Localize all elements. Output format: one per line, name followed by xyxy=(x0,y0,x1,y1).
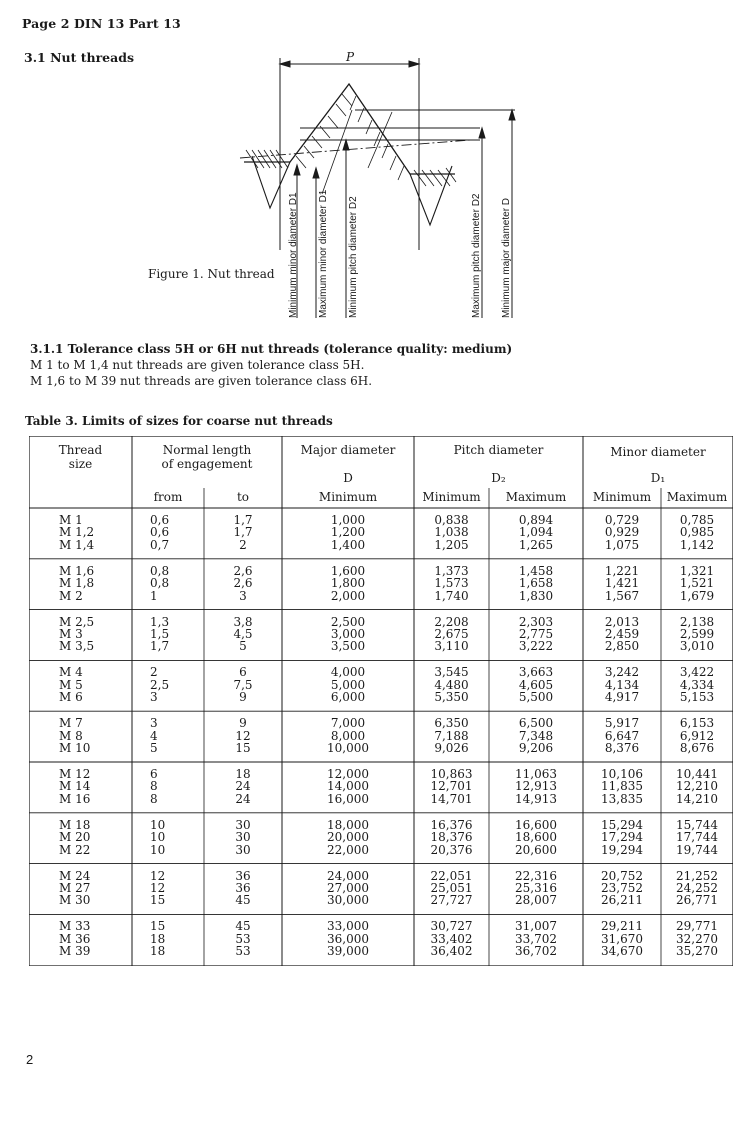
major-min-cell: 14,000 xyxy=(327,779,369,794)
pitch-min-cell: 20,376 xyxy=(430,842,473,857)
minor-min-cell: 5,917 xyxy=(604,716,640,731)
tolerance-paragraph xyxy=(30,341,512,389)
minor-min-cell: 15,294 xyxy=(601,817,643,832)
pitch-max-cell: 7,348 xyxy=(518,728,554,743)
header-pitch-diameter: Pitch diameter xyxy=(453,443,544,457)
paragraph-title: 3.1.1 Tolerance class 5H or 6H nut threads (tolerance quality: medium) xyxy=(30,342,513,356)
to-cell: 15 xyxy=(235,741,251,755)
page-header: Page 2 DIN 13 Part 13 xyxy=(22,16,181,31)
major-min-cell: 1,600 xyxy=(330,563,366,578)
to-cell: 2 xyxy=(239,537,247,552)
to-cell: 9 xyxy=(239,690,247,705)
minor-max-cell: 1,142 xyxy=(679,537,715,552)
from-cell: 1 xyxy=(150,588,158,603)
header-minor-symbol: D₁ xyxy=(650,471,666,485)
to-cell: 53 xyxy=(235,931,251,946)
to-cell: 4,5 xyxy=(233,627,253,641)
to-cell: 5 xyxy=(239,639,247,654)
pitch-min-cell: 10,863 xyxy=(430,767,473,781)
pitch-min-cell: 36,402 xyxy=(430,944,473,959)
header-minimum: Minimum xyxy=(592,490,652,504)
minor-max-cell: 8,676 xyxy=(679,741,715,755)
pitch-max-cell: 3,222 xyxy=(518,639,554,654)
table-caption: Table 3. Limits of sizes for coarse nut threads xyxy=(25,414,333,428)
minor-max-cell: 24,252 xyxy=(676,881,718,895)
to-cell: 36 xyxy=(235,881,251,895)
pitch-max-cell: 1,265 xyxy=(518,537,554,552)
minor-min-cell: 0,929 xyxy=(604,525,640,540)
minor-min-cell: 10,106 xyxy=(601,767,643,781)
thread-size-cell: M 3,5 xyxy=(59,639,95,654)
major-min-cell: 7,000 xyxy=(330,716,366,731)
from-cell: 18 xyxy=(150,931,166,946)
to-cell: 6 xyxy=(239,665,247,680)
from-cell: 2 xyxy=(150,665,158,680)
pitch-max-cell: 9,206 xyxy=(518,741,554,755)
to-cell: 45 xyxy=(235,919,251,934)
minor-max-cell: 4,334 xyxy=(679,677,715,692)
to-cell: 18 xyxy=(235,767,251,781)
from-cell: 1,7 xyxy=(150,639,170,654)
pitch-min-cell: 27,727 xyxy=(430,893,473,908)
thread-size-cell: M 1 xyxy=(59,513,83,527)
paragraph-line-1: M 1 to M 1,4 nut threads are given tolerance class 5H. xyxy=(30,358,365,372)
pitch-max-cell: 0,894 xyxy=(518,513,554,527)
from-cell: 8 xyxy=(150,779,158,794)
pitch-min-cell: 3,545 xyxy=(434,665,469,680)
header-minimum: Minimum xyxy=(318,490,378,504)
minor-min-cell: 6,647 xyxy=(604,728,640,743)
pitch-min-cell: 2,208 xyxy=(434,614,469,629)
header-engagement: Normal length xyxy=(162,443,252,457)
minor-max-cell: 0,785 xyxy=(679,513,715,527)
from-cell: 4 xyxy=(150,728,158,743)
minor-min-cell: 26,211 xyxy=(601,893,643,908)
from-cell: 6 xyxy=(150,767,158,781)
thread-size-cell: M 36 xyxy=(59,931,91,946)
major-min-cell: 12,000 xyxy=(327,767,369,781)
minor-min-cell: 2,013 xyxy=(604,614,640,629)
major-min-cell: 22,000 xyxy=(327,842,369,857)
section-title: 3.1 Nut threads xyxy=(24,50,135,65)
major-min-cell: 3,500 xyxy=(330,639,366,654)
header-thread-size: size xyxy=(68,457,93,471)
from-cell: 2,5 xyxy=(150,677,170,692)
pitch-max-cell: 1,658 xyxy=(518,576,554,591)
to-cell: 24 xyxy=(235,791,251,806)
to-cell: 9 xyxy=(239,716,247,731)
thread-size-cell: M 1,4 xyxy=(59,537,95,552)
thread-size-cell: M 3 xyxy=(59,627,83,641)
major-min-cell: 20,000 xyxy=(327,830,369,845)
minor-max-cell: 17,744 xyxy=(676,830,718,845)
thread-size-cell: M 27 xyxy=(59,881,91,895)
pitch-min-cell: 2,675 xyxy=(434,627,469,641)
minor-min-cell: 31,670 xyxy=(601,931,643,946)
major-min-cell: 5,000 xyxy=(330,677,366,692)
from-cell: 18 xyxy=(150,944,166,959)
thread-size-cell: M 39 xyxy=(59,944,91,959)
minor-min-cell: 2,850 xyxy=(604,639,640,654)
to-cell: 3 xyxy=(239,588,247,603)
thread-size-cell: M 14 xyxy=(59,779,91,794)
major-min-cell: 33,000 xyxy=(327,919,369,934)
from-cell: 15 xyxy=(150,919,166,934)
minor-max-cell: 15,744 xyxy=(676,817,718,832)
minor-min-cell: 1,567 xyxy=(604,588,640,603)
minor-min-cell: 1,421 xyxy=(604,576,640,591)
major-min-cell: 2,000 xyxy=(330,588,366,603)
minor-min-cell: 29,211 xyxy=(601,919,643,934)
to-cell: 1,7 xyxy=(233,525,253,540)
header-to: to xyxy=(236,490,250,504)
pitch-max-cell: 4,605 xyxy=(518,677,554,692)
label-min-pitch-d2: Minimum pitch diameter D2 xyxy=(348,196,359,318)
minor-max-cell: 21,252 xyxy=(676,868,718,883)
pitch-symbol: P xyxy=(346,50,355,64)
thread-size-cell: M 6 xyxy=(59,690,83,705)
header-maximum: Maximum xyxy=(505,490,567,504)
to-cell: 36 xyxy=(235,868,251,883)
major-min-cell: 27,000 xyxy=(327,881,369,895)
pitch-min-cell: 18,376 xyxy=(430,830,473,845)
minor-min-cell: 17,294 xyxy=(601,830,643,845)
pitch-max-cell: 1,458 xyxy=(518,563,554,578)
pitch-min-cell: 5,350 xyxy=(434,690,469,705)
from-cell: 10 xyxy=(150,830,166,845)
thread-size-cell: M 30 xyxy=(59,893,91,908)
pitch-max-cell: 36,702 xyxy=(515,944,557,959)
pitch-max-cell: 6,500 xyxy=(518,716,554,731)
minor-max-cell: 2,599 xyxy=(679,627,715,641)
thread-size-cell: M 22 xyxy=(59,842,91,857)
major-min-cell: 36,000 xyxy=(327,931,369,946)
header-from: from xyxy=(153,490,183,504)
minor-max-cell: 1,679 xyxy=(679,588,715,603)
to-cell: 24 xyxy=(235,779,251,794)
major-min-cell: 3,000 xyxy=(330,627,366,641)
pitch-min-cell: 1,205 xyxy=(434,537,469,552)
pitch-min-cell: 33,402 xyxy=(430,931,473,946)
minor-min-cell: 4,917 xyxy=(604,690,640,705)
figure-caption: Figure 1. Nut thread xyxy=(148,267,275,281)
from-cell: 0,6 xyxy=(150,513,170,527)
from-cell: 12 xyxy=(150,881,166,895)
thread-size-cell: M 8 xyxy=(59,728,83,743)
from-cell: 0,8 xyxy=(150,576,170,591)
thread-size-cell: M 4 xyxy=(59,665,83,680)
thread-size-cell: M 2,5 xyxy=(59,614,95,629)
to-cell: 30 xyxy=(235,842,251,857)
major-min-cell: 6,000 xyxy=(330,690,366,705)
nut-thread-figure xyxy=(0,0,750,330)
from-cell: 5 xyxy=(150,741,158,755)
pitch-min-cell: 1,573 xyxy=(434,576,469,591)
pitch-min-cell: 22,051 xyxy=(430,868,473,883)
from-cell: 3 xyxy=(150,690,158,705)
minor-min-cell: 34,670 xyxy=(601,944,643,959)
pitch-line xyxy=(240,140,470,158)
thread-size-cell: M 12 xyxy=(59,767,91,781)
pitch-max-cell: 28,007 xyxy=(515,893,557,908)
major-min-cell: 30,000 xyxy=(327,893,369,908)
major-min-cell: 39,000 xyxy=(327,944,369,959)
pitch-max-cell: 2,775 xyxy=(518,627,554,641)
minor-min-cell: 0,729 xyxy=(604,513,640,527)
label-min-minor-d1: Minimum minor diameter D1 xyxy=(288,192,299,318)
minor-min-cell: 1,075 xyxy=(604,537,640,552)
minor-max-cell: 2,138 xyxy=(679,614,715,629)
minor-min-cell: 19,294 xyxy=(601,842,643,857)
thread-size-cell: M 1,8 xyxy=(59,576,95,591)
pitch-max-cell: 18,600 xyxy=(515,830,557,845)
header-major-diameter: Major diameter xyxy=(300,443,396,457)
minor-min-cell: 23,752 xyxy=(601,881,643,895)
root-left xyxy=(252,156,290,208)
minor-max-cell: 1,321 xyxy=(679,563,715,578)
thread-size-cell: M 16 xyxy=(59,791,91,806)
minor-max-cell: 26,771 xyxy=(676,893,718,908)
pitch-min-cell: 3,110 xyxy=(434,639,469,654)
thread-size-cell: M 33 xyxy=(59,919,91,934)
pitch-min-cell: 1,038 xyxy=(434,525,469,540)
minor-min-cell: 8,376 xyxy=(604,741,640,755)
minor-min-cell: 4,134 xyxy=(604,677,640,692)
pitch-max-cell: 11,063 xyxy=(515,767,557,781)
minor-max-cell: 29,771 xyxy=(676,919,718,934)
pitch-max-cell: 3,663 xyxy=(518,665,554,680)
pitch-max-cell: 2,303 xyxy=(518,614,554,629)
thread-size-cell: M 1,6 xyxy=(59,563,95,578)
from-cell: 10 xyxy=(150,842,166,857)
major-min-cell: 24,000 xyxy=(327,868,369,883)
header-minor-diameter: Minor diameter xyxy=(610,445,706,459)
minor-max-cell: 14,210 xyxy=(676,791,718,806)
pitch-max-cell: 12,913 xyxy=(515,779,557,794)
minor-max-cell: 12,210 xyxy=(676,779,718,794)
limits-table xyxy=(29,436,733,966)
from-cell: 0,8 xyxy=(150,563,170,578)
thread-size-cell: M 1,2 xyxy=(59,525,95,540)
major-min-cell: 1,000 xyxy=(330,513,366,527)
pitch-max-cell: 1,830 xyxy=(518,588,554,603)
thread-size-cell: M 10 xyxy=(59,741,91,755)
minor-max-cell: 10,441 xyxy=(676,767,718,781)
major-min-cell: 4,000 xyxy=(330,665,366,680)
from-cell: 1,3 xyxy=(150,614,170,629)
minor-max-cell: 3,422 xyxy=(679,665,715,680)
to-cell: 3,8 xyxy=(233,614,253,629)
from-cell: 1,5 xyxy=(150,627,170,641)
minor-min-cell: 13,835 xyxy=(601,791,643,806)
minor-max-cell: 0,985 xyxy=(679,525,715,540)
pitch-min-cell: 16,376 xyxy=(430,817,473,832)
major-min-cell: 2,500 xyxy=(330,614,366,629)
minor-max-cell: 5,153 xyxy=(679,690,715,705)
to-cell: 30 xyxy=(235,830,251,845)
header-maximum: Maximum xyxy=(666,490,728,504)
pitch-max-cell: 16,600 xyxy=(515,817,557,832)
pitch-min-cell: 14,701 xyxy=(430,791,473,806)
header-thread-size: Thread xyxy=(58,443,103,457)
to-cell: 12 xyxy=(235,728,251,743)
from-cell: 3 xyxy=(150,716,158,731)
pitch-min-cell: 25,051 xyxy=(430,881,473,895)
minor-max-cell: 6,912 xyxy=(679,728,715,743)
header-pitch-symbol: D₂ xyxy=(491,471,506,485)
pitch-min-cell: 7,188 xyxy=(434,728,469,743)
thread-size-cell: M 7 xyxy=(59,716,83,731)
pitch-max-cell: 5,500 xyxy=(518,690,554,705)
thread-profile xyxy=(244,84,455,174)
from-cell: 0,7 xyxy=(150,537,170,552)
minor-min-cell: 1,221 xyxy=(604,563,640,578)
major-min-cell: 1,400 xyxy=(330,537,366,552)
minor-max-cell: 35,270 xyxy=(676,944,718,959)
label-max-pitch-d2: Maximum pitch diameter D2 xyxy=(471,193,482,318)
thread-size-cell: M 20 xyxy=(59,830,91,845)
to-cell: 53 xyxy=(235,944,251,959)
pitch-min-cell: 1,373 xyxy=(434,563,469,578)
label-max-minor-d1: Maximum minor diameter D1 xyxy=(318,189,329,318)
pitch-min-cell: 12,701 xyxy=(430,779,473,794)
header-major-symbol: D xyxy=(343,471,353,485)
thread-size-cell: M 24 xyxy=(59,868,91,883)
thread-size-cell: M 18 xyxy=(59,817,91,832)
from-cell: 12 xyxy=(150,868,166,883)
major-min-cell: 16,000 xyxy=(327,791,369,806)
major-min-cell: 1,200 xyxy=(330,525,366,540)
pitch-max-cell: 20,600 xyxy=(515,842,557,857)
pitch-min-cell: 4,480 xyxy=(434,677,469,692)
pitch-max-cell: 33,702 xyxy=(515,931,557,946)
minor-min-cell: 20,752 xyxy=(601,868,643,883)
minor-max-cell: 19,744 xyxy=(676,842,718,857)
minor-max-cell: 32,270 xyxy=(676,931,718,946)
major-min-cell: 1,800 xyxy=(330,576,366,591)
to-cell: 2,6 xyxy=(233,563,253,578)
header-minimum: Minimum xyxy=(422,490,481,504)
pitch-min-cell: 0,838 xyxy=(434,513,469,527)
pitch-min-cell: 30,727 xyxy=(430,919,473,934)
major-min-cell: 18,000 xyxy=(327,817,369,832)
minor-min-cell: 2,459 xyxy=(604,627,640,641)
to-cell: 1,7 xyxy=(233,513,253,527)
to-cell: 7,5 xyxy=(233,677,253,692)
from-cell: 0,6 xyxy=(150,525,170,540)
pitch-max-cell: 22,316 xyxy=(515,868,557,883)
label-min-major-d: Minimum major diameter D xyxy=(501,197,512,318)
page-number: 2 xyxy=(26,1052,34,1067)
pitch-max-cell: 1,094 xyxy=(518,525,554,540)
from-cell: 8 xyxy=(150,791,158,806)
thread-size-cell: M 2 xyxy=(59,588,83,603)
pitch-max-cell: 31,007 xyxy=(515,919,557,934)
pitch-min-cell: 6,350 xyxy=(434,716,469,731)
minor-min-cell: 3,242 xyxy=(604,665,640,680)
root-right xyxy=(410,166,452,225)
pitch-max-cell: 14,913 xyxy=(515,791,557,806)
major-min-cell: 8,000 xyxy=(330,728,366,743)
major-min-cell: 10,000 xyxy=(327,741,369,755)
to-cell: 2,6 xyxy=(233,576,253,591)
header-engagement: of engagement xyxy=(161,457,253,471)
thread-size-cell: M 5 xyxy=(59,677,83,692)
pitch-min-cell: 1,740 xyxy=(434,588,469,603)
minor-min-cell: 11,835 xyxy=(601,779,643,794)
from-cell: 10 xyxy=(150,817,166,832)
to-cell: 45 xyxy=(235,893,251,908)
from-cell: 15 xyxy=(150,893,166,908)
pitch-max-cell: 25,316 xyxy=(515,881,557,895)
to-cell: 30 xyxy=(235,817,251,832)
minor-max-cell: 1,521 xyxy=(679,576,715,591)
minor-max-cell: 6,153 xyxy=(679,716,715,731)
pitch-min-cell: 9,026 xyxy=(434,741,469,755)
paragraph-line-2: M 1,6 to M 39 nut threads are given tolerance class 6H. xyxy=(30,374,373,388)
minor-max-cell: 3,010 xyxy=(679,639,715,654)
